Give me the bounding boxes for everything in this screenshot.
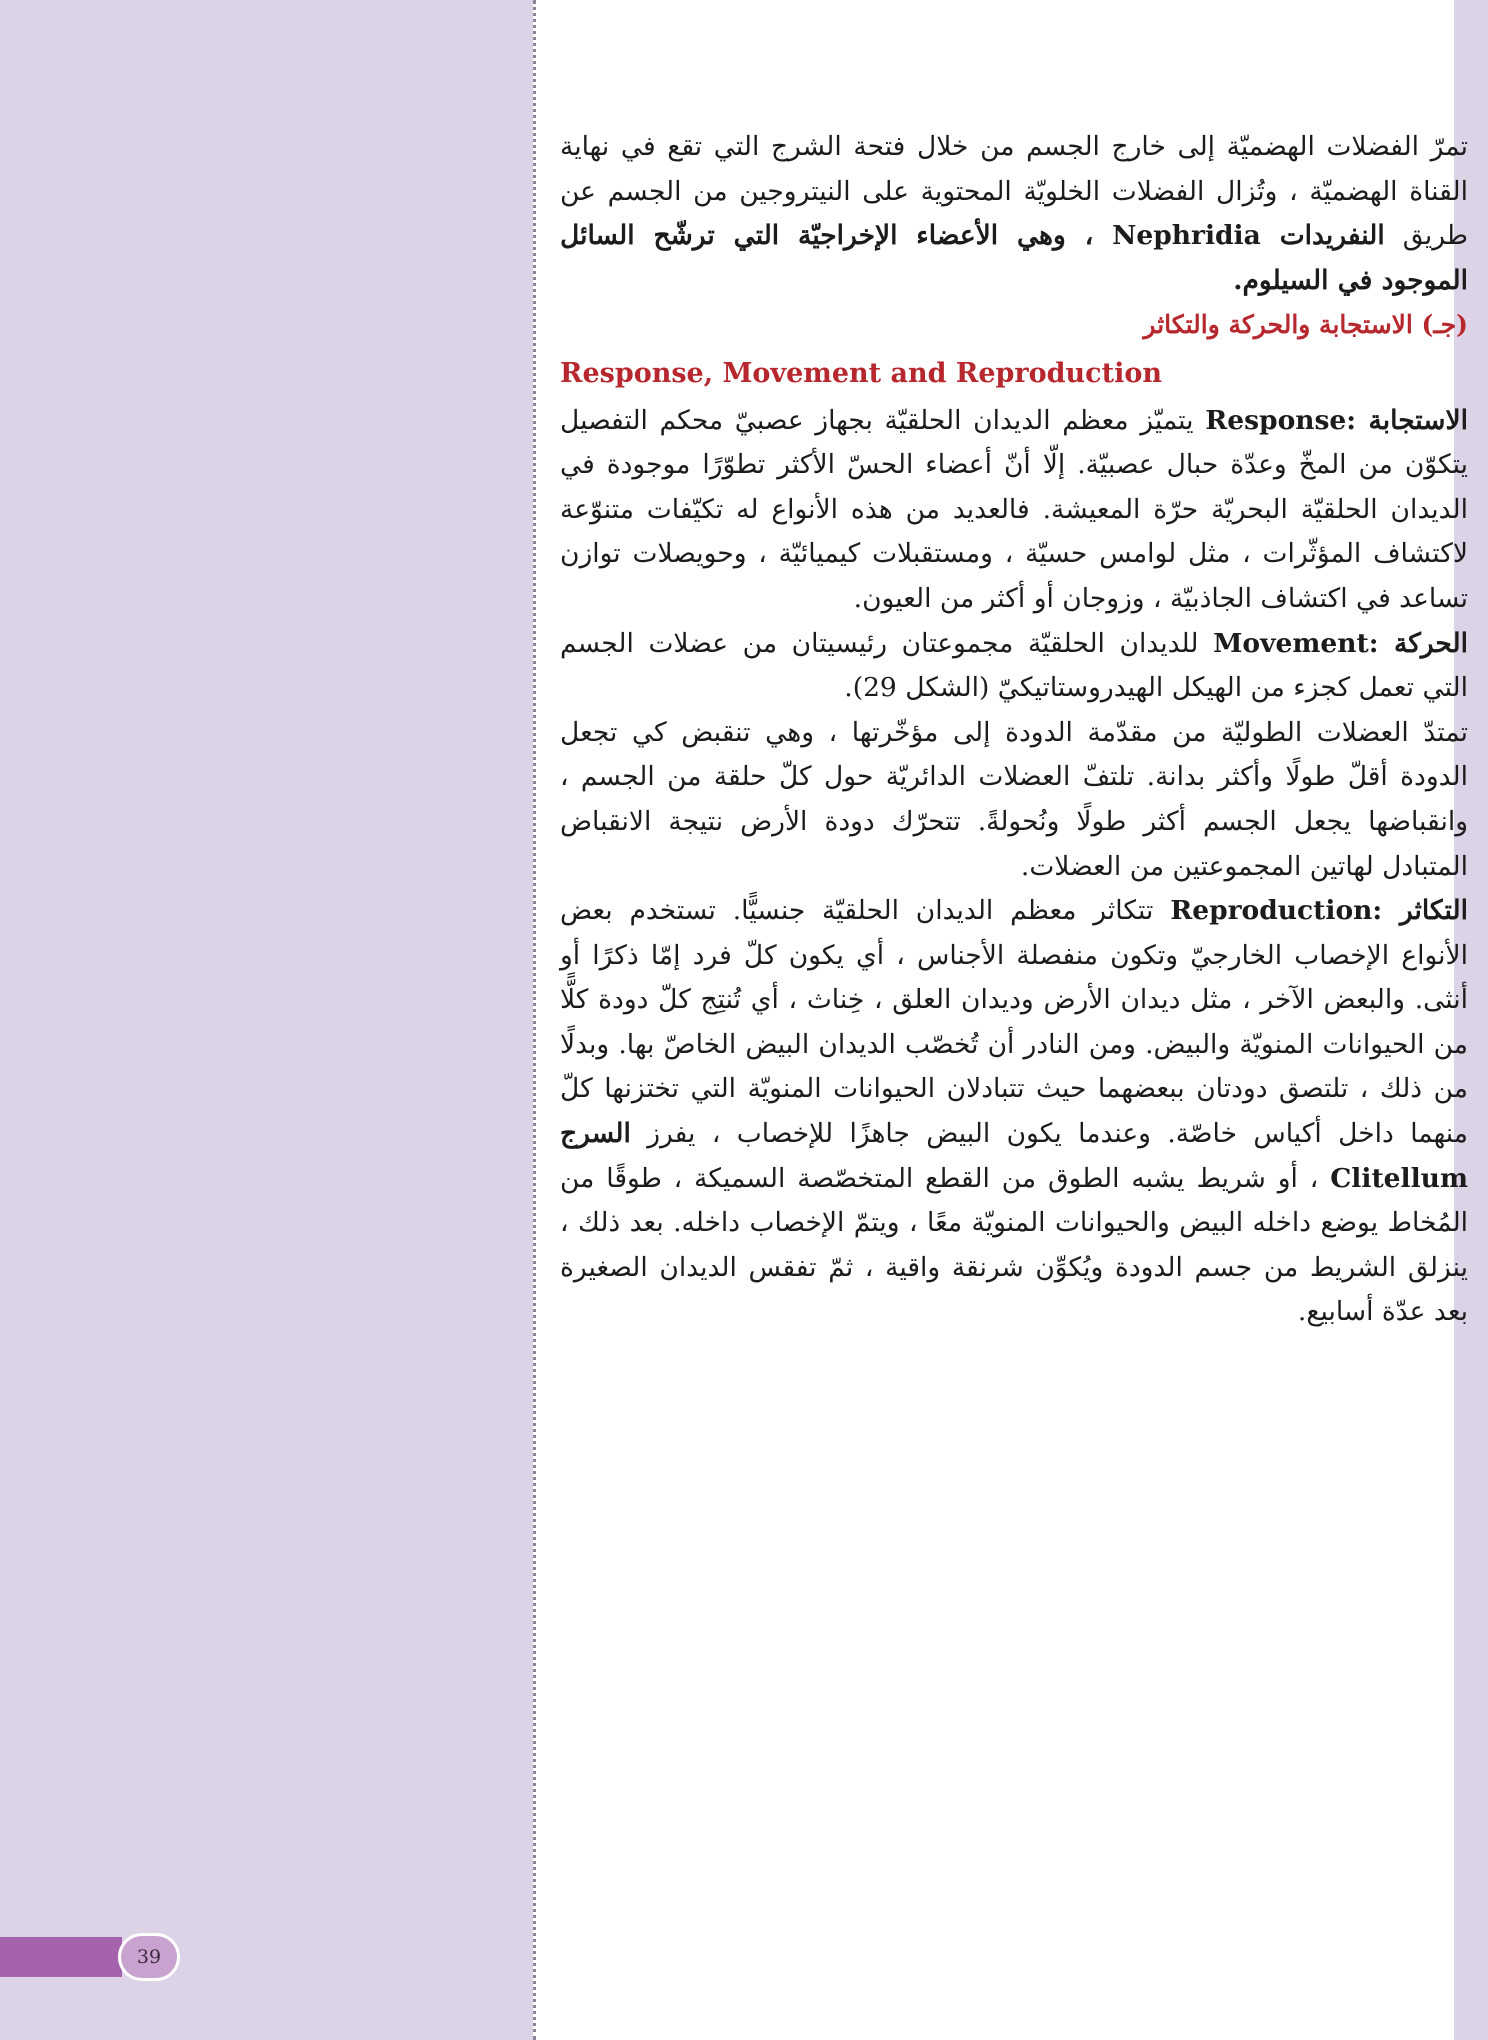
section-heading-ar: (جـ) الاستجابة والحركة والتكاثر [1143,310,1468,340]
paragraph-movement [560,622,1468,711]
movement-label-en: Movement: [1213,627,1379,659]
reproduction-label-en: Reproduction: [1170,895,1383,927]
clitellum-term-en: Clitellum [1330,1162,1468,1194]
paragraph-reproduction [560,889,1468,1335]
reproduction-label-ar: التكاثر [1399,895,1468,927]
response-label-en: Response: [1205,404,1357,436]
response-text: يتميّز معظم الديدان الحلقيّة بجهاز عصبيّ محكم التفصيل يتكوّن من المخّ وعدّة حبال عصبيّة. إلّا أنّ أعضاء الحسّ الأكثر تطوّرًا موجودة في الديدان الحلقيّة البحريّة حرّة المعيشة. فالعديد من هذه الأنواع له تكيّفات متنوّعة لاكتشاف المؤثّرات ، مثل لوامس حسيّة ، ومستقبلات كيميائيّة ، وحويصلات توازن تساعد في اكتشاف الجاذبيّة ، وزوجان أو أكثر من العيون. [560,404,1468,614]
reproduction-text-2: ، أو شريط يشبه الطوق من القطع المتخصّصة السميكة ، طوقًا من المُخاط يوضع داخله البيض والحيوانات المنويّة معًا ، ويتمّ الإخصاب داخله. بعد ذلك ، ينزلق الشريط من جسم الدودة ويُكوِّن شرنقة واقية ، ثمّ تفقس الديدان الصغيرة بعد عدّة أسابيع. [560,1162,1468,1328]
left-margin-band [0,0,533,2040]
page-number-tab [0,1937,122,1977]
nephridia-term-en: Nephridia [1112,220,1261,252]
excretion-text: تمرّ الفضلات الهضميّة إلى خارج الجسم من خلال فتحة الشرج التي تقع في نهاية القناة الهضميّة ، وتُزال الفضلات الخلويّة المحتوية على النيتروجين من الجسم عن طريق [560,131,1468,252]
page-number: 39 [136,1946,162,1968]
paragraph-muscles [560,711,1468,889]
section-heading-en: Response, Movement and Reproduction [560,357,1162,389]
page-number-badge [118,1933,180,1981]
response-label-ar: الاستجابة [1368,404,1468,436]
margin-dotted-divider [533,0,536,2040]
nephridia-term-ar: النفريدات [1279,220,1385,252]
page-body [560,125,1468,1335]
excretion-bold-text: ، وهي الأعضاء الإخراجيّة التي ترشّح السائل الموجود في السيلوم. [560,220,1468,296]
clitellum-term-ar: السرج [560,1118,631,1150]
movement-text: للديدان الحلقيّة مجموعتان رئيسيتان من عضلات الجسم التي تعمل كجزء من الهيكل الهيدروستاتيكيّ (الشكل 29). [560,627,1468,704]
muscles-text: تمتدّ العضلات الطوليّة من مقدّمة الدودة إلى مؤخّرتها ، وهي تنقبض كي تجعل الدودة أقلّ طولًا وأكثر بدانة. تلتفّ العضلات الدائريّة حول كلّ حلقة من الجسم ، وانقباضها يجعل الجسم أكثر طولًا ونُحولةً. تتحرّك دودة الأرض نتيجة الانقباض المتبادل لهاتين المجموعتين من العضلات. [560,716,1468,882]
reproduction-text-1: تتكاثر معظم الديدان الحلقيّة جنسيًّا. تستخدم بعض الأنواع الإخصاب الخارجيّ وتكون منفصلة الأجناس ، أي يكون كلّ فرد إمّا ذكرًا أو أنثى. والبعض الآخر ، مثل ديدان الأرض وديدان العلق ، خِناث ، أي تُنتِج كلّ دودة كلًّا من الحيوانات المنويّة والبيض. ومن النادر أن تُخصّب الديدان البيض الخاصّ بها. وبدلًا من ذلك ، تلتصق دودتان ببعضهما حيث تتبادلان الحيوانات المنويّة التي تختزنها كلّ منهما داخل أكياس خاصّة. وعندما يكون البيض جاهزًا للإخصاب ، يفرز [560,895,1468,1150]
paragraph-excretion [560,125,1468,303]
paragraph-response [560,399,1468,622]
movement-label-ar: الحركة [1393,627,1468,659]
